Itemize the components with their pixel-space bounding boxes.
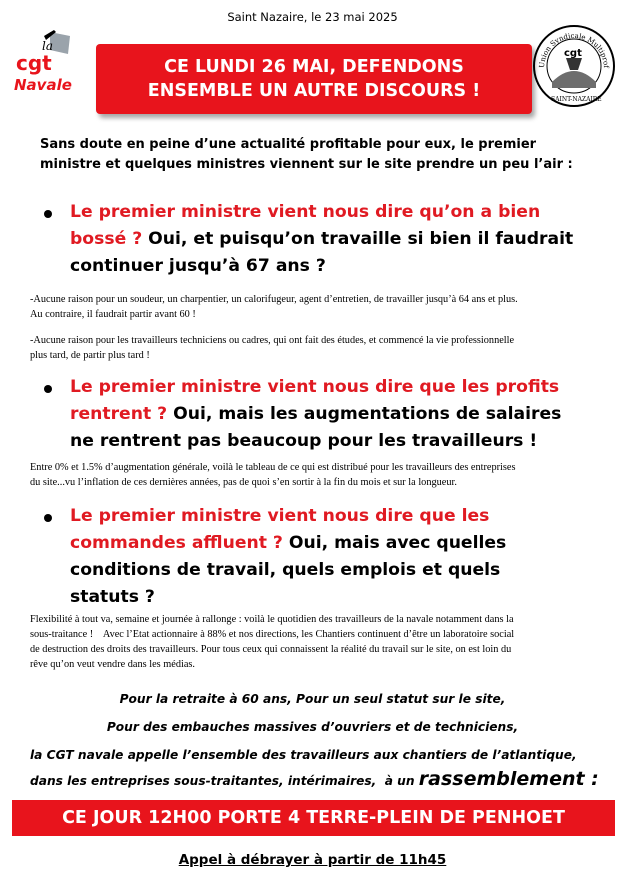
bullet-dot (44, 210, 52, 218)
p1-line-2: Au contraire, il faudrait partir avant 60 ! (30, 309, 196, 320)
headline-line-2: ENSEMBLE UN AUTRE DISCOURS ! (147, 81, 481, 101)
bullet-dot (44, 385, 52, 393)
demand-line-3: la CGT navale appelle l’ensemble des travailleurs aux chantiers de l’atlantique, (30, 748, 577, 762)
rally-time-location-bar: CE JOUR 12H00 PORTE 4 TERRE-PLEIN DE PENHOET (12, 800, 615, 836)
bullet-orders (70, 503, 615, 611)
headline-line-1: CE LUNDI 26 MAI, DEFENDONS (164, 57, 464, 77)
bullet-dot (44, 514, 52, 522)
bullet-2-red-line: Le premier ministre vient nous dire que les profits (70, 377, 560, 397)
bullet-1-answer: Oui, et puisqu’on travaille si bien il faudrait (142, 229, 574, 249)
intro-line-2: ministre et quelques ministres viennent sur le site prendre un peu l’air : (40, 157, 573, 172)
intro-line-1: Sans doute en peine d’une actualité profitable pour eux, le premier (40, 137, 537, 152)
bullet-3-answer: Oui, mais avec quelles (282, 533, 507, 553)
p4-line-3: de destruction des droits des travailleurs. Pour tous ceux qui connaissent la réalité du travail sur le site, on est loin du (30, 644, 512, 655)
rally-call-line (30, 768, 625, 790)
p4-line-2: sous-traitance ! Avec l’Etat actionnaire à 88% et nos directions, les Chantiers continuent d’être un laboratoire social (30, 629, 515, 640)
bullet-retirement (70, 199, 615, 280)
logo-left-cgt: cgt (16, 51, 52, 75)
intro-paragraph (40, 135, 610, 175)
rally-call-text: dans les entreprises sous-traitantes, intérimaires, à un (30, 774, 419, 788)
bullet-3-line-3: conditions de travail, quels emplois et quels (70, 560, 501, 580)
bullet-1-line-3: continuer jusqu’à 67 ans ? (70, 256, 326, 276)
strike-call: Appel à débrayer à partir de 11h45 (178, 852, 447, 868)
bullet-3-red-line: Le premier ministre vient nous dire que les (70, 506, 490, 526)
p3-line-2: du site...vu l’inflation de ces dernières années, pas de quoi s’en sortir à la fin du mois et sur la longueur. (30, 477, 457, 488)
logo-right-cgt: cgt (564, 48, 582, 59)
bullet-3-line-4: statuts ? (70, 587, 155, 607)
bullet-2-line-3: ne rentrent pas beaucoup pour les travailleurs ! (70, 431, 538, 451)
paragraph-retirement-workers (30, 292, 610, 322)
logo-left-la: la (42, 39, 53, 53)
dateline: Saint Nazaire, le 23 mai 2025 (227, 10, 398, 24)
bullet-2-answer: Oui, mais les augmentations de salaires (167, 404, 562, 424)
bullet-profits (70, 374, 615, 455)
p3-line-1: Entre 0% et 1.5% d’augmentation générale, voilà le tableau de ce qui est distribué pour les travailleurs des entreprises (30, 462, 516, 473)
paragraph-wages (30, 460, 610, 490)
bullet-1-question: bossé ? (70, 229, 143, 249)
bullet-1-red-line: Le premier ministre vient nous dire qu’on a bien (70, 202, 541, 222)
p1-line-1: -Aucune raison pour un soudeur, un charpentier, un calorifugeur, agent d’entretien, de travailler jusqu’à 64 ans et plus. (30, 294, 518, 305)
demand-line-1: Pour la retraite à 60 ans, Pour un seul statut sur le site, (119, 692, 506, 706)
p2-line-1: -Aucune raison pour les travailleurs techniciens ou cadres, qui ont fait des études, et commencé la vie professionnelle (30, 335, 515, 346)
bullet-2-line-2 (70, 401, 615, 428)
demand-line-2: Pour des embauches massives d’ouvriers et de techniciens, (106, 720, 519, 734)
bullet-1-line-2 (70, 226, 615, 253)
paragraph-retirement-technicians (30, 333, 610, 363)
logo-right-bottom-text: SAINT-NAZAIRE (551, 96, 602, 103)
bullet-3-line-2 (70, 530, 615, 557)
logo-left-navale: Navale (14, 76, 72, 94)
paragraph-flexibility (30, 612, 610, 672)
union-syndicale-logo (532, 24, 616, 108)
cgt-navale-logo (10, 28, 84, 98)
bullet-2-question: rentrent ? (70, 404, 168, 424)
bullet-3-question: commandes affluent ? (70, 533, 283, 553)
p4-line-1: Flexibilité à tout va, semaine et journée à rallonge : voilà le quotidien des travailleurs de la navale notamment dans la (30, 614, 514, 625)
p4-line-4: rêve qu’on veut vendre dans les médias. (30, 659, 195, 670)
headline-banner (96, 44, 532, 114)
logo-right-ring-text: Union Syndicale Multiprof (537, 31, 611, 69)
rally-keyword: rassemblement : (418, 768, 599, 790)
p2-line-2: plus tard, de partir plus tard ! (30, 350, 150, 361)
